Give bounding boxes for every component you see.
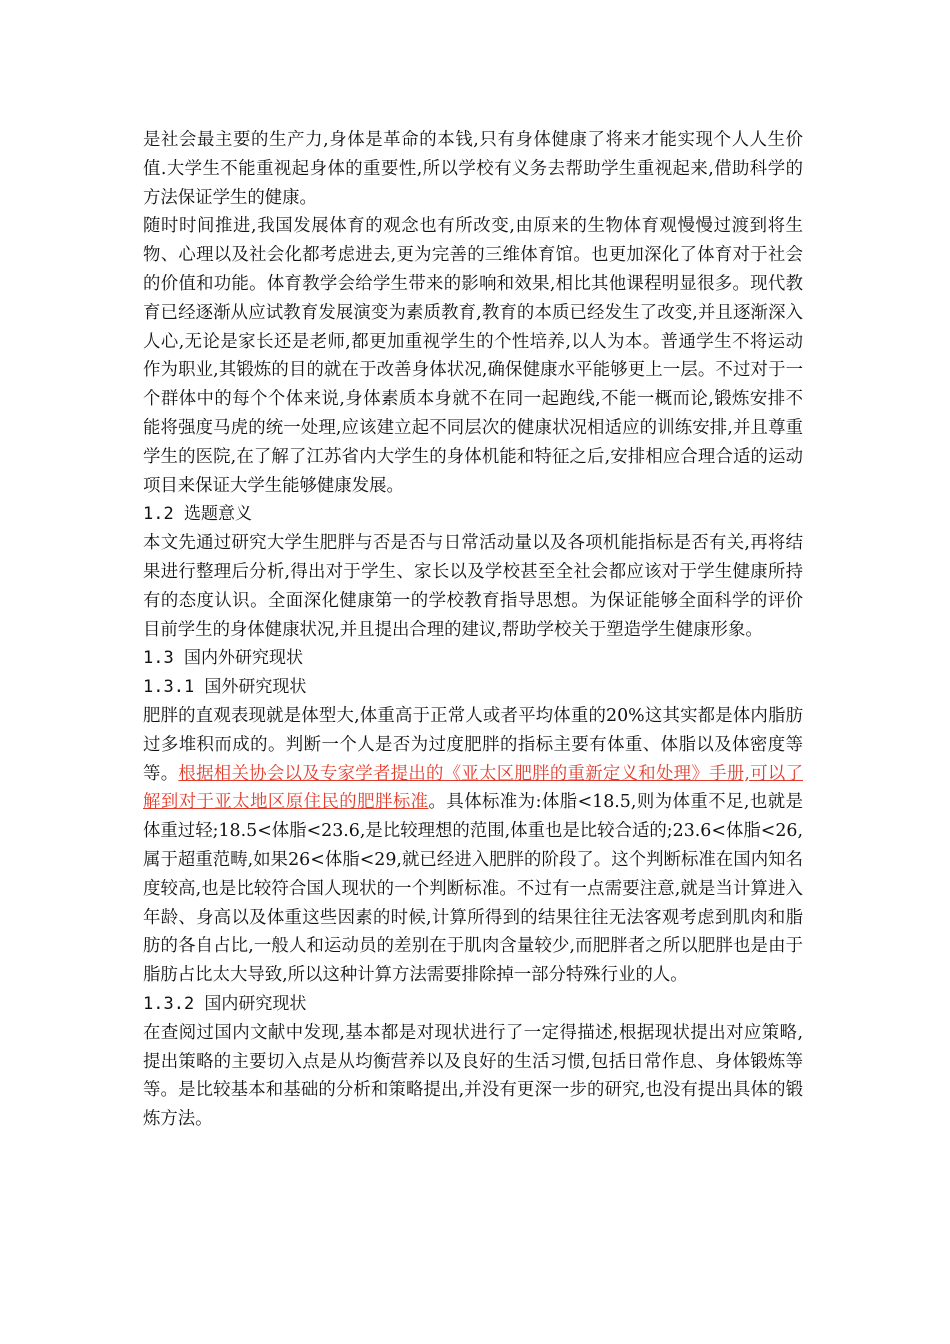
document-page	[143, 126, 803, 1134]
obesity-criteria-text: 。具体标准为:体脂<18.5,则为体重不足,也就是体重过轻;18.5<体脂<23.6,是比较理想的范围,体重也是比较合适的;23.6<体脂<26,属于超重范畴,如果26<体脂<29,就已经进入肥胖的阶段了。这个判断标准在国内知名度较高,也是比较符合国人现状的一个判断标准。不过有一点需要注意,就是当计算进入年龄、身高以及体重这些因素的时候,计算所得到的结果往往无法客观考虑到肌肉和脂肪的各自占比,一般人和运动员的差别在于肌肉含量较少,而肥胖者之所以肥胖也是由于脂肪占比太大导致,所以这种计算方法需要排除掉一部分特殊行业的人。	[143, 792, 803, 986]
paragraph-sports-concept: 随时时间推进,我国发展体育的观念也有所改变,由原来的生物体育观慢慢过渡到将生物、心理以及社会化都考虑进去,更为完善的三维体育馆。也更加深化了体育对于社会的价值和功能。体育教学会给学生带来的影响和效果,相比其他课程明显很多。现代教育已经逐渐从应试教育发展演变为素质教育,教育的本质已经发生了改变,并且逐渐深入人心,无论是家长还是老师,都更加重视学生的个性培养,以人为本。普通学生不将运动作为职业,其锻炼的目的就在于改善身体状况,确保健康水平能够更上一层。不过对于一个群体中的每个个体来说,身体素质本身就不在同一起跑线,不能一概而论,锻炼安排不能将强度马虎的统一处理,应该建立起不同层次的健康状况相适应的训练安排,并且尊重学生的医院,在了解了江苏省内大学生的身体机能和特征之后,安排相应合理合适的运动项目来保证大学生能够健康发展。	[143, 216, 803, 496]
section-heading-1-2: 1.2 选题意义	[143, 504, 252, 525]
section-heading-1-3-1: 1.3.1 国外研究现状	[143, 677, 307, 698]
paragraph-significance: 本文先通过研究大学生肥胖与否是否与日常活动量以及各项机能指标是否有关,再将结果进行整理后分析,得出对于学生、家长以及学校甚至全社会都应该对于学生健康所持有的态度认识。全面深化健康第一的学校教育指导思想。为保证能够全面科学的评价目前学生的身体健康状况,并且提出合理的建议,帮助学校关于塑造学生健康形象。	[143, 533, 803, 640]
reference-link[interactable]: 根据相关协会以及专家学者提出的《亚太区肥胖的重新定义和处理》手册,可以了解到对于亚太地区原住民的肥胖标准	[143, 763, 803, 813]
paragraph-domestic-research: 在查阅过国内文献中发现,基本都是对现状进行了一定得描述,根据现状提出对应策略,提出策略的主要切入点是从均衡营养以及良好的生活习惯,包括日常作息、身体锻炼等等。是比较基本和基础的分析和策略提出,并没有更深一步的研究,也没有提出具体的锻炼方法。	[143, 1022, 803, 1130]
obesity-intro-text: 肥胖的直观表现就是体型大,体重高于正常人或者平均体重的20%这其实都是体内脂肪过多堆积而成的。判断一个人是否为过度肥胖的指标主要有体重、体脂以及体密度等等。	[143, 705, 803, 784]
section-heading-1-3: 1.3 国内外研究现状	[143, 648, 303, 669]
paragraph-foreign-research	[143, 702, 803, 990]
paragraph-intro-continued: 是社会最主要的生产力,身体是革命的本钱,只有身体健康了将来才能实现个人人生价值.大学生不能重视起身体的重要性,所以学校有义务去帮助学生重视起来,借助科学的方法保证学生的健康。	[143, 130, 803, 208]
section-heading-1-3-2: 1.3.2 国内研究现状	[143, 993, 307, 1014]
